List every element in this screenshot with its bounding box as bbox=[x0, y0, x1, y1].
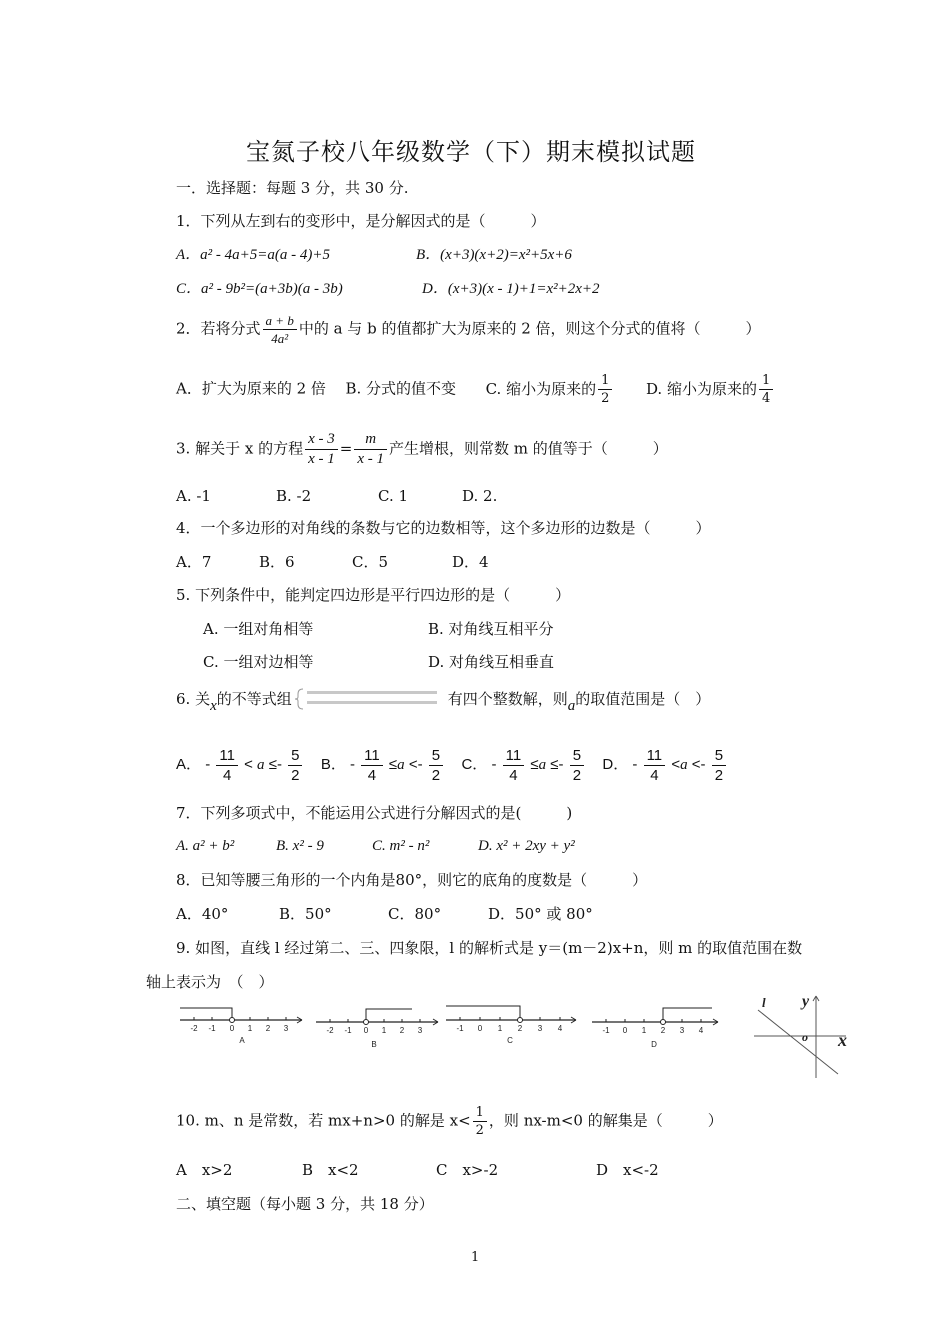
q8-option-c: C．80° bbox=[388, 905, 442, 923]
less-equal-sign: ≤ bbox=[550, 756, 559, 774]
tick-a-1: -1 bbox=[208, 1024, 216, 1033]
tick-a-3: 1 bbox=[247, 1024, 253, 1033]
number-line-d bbox=[590, 1004, 722, 1050]
tick-b-3: 1 bbox=[381, 1026, 387, 1035]
fraction-num: 11 bbox=[503, 746, 525, 766]
tick-d-1: 0 bbox=[622, 1026, 628, 1035]
tick-d-2: 1 bbox=[641, 1026, 647, 1035]
q9-stem-continued: 轴上表示为 （ ） bbox=[146, 973, 274, 991]
q10-option-c: C x>-2 bbox=[436, 1161, 499, 1179]
q5-option-b: B. 对角线互相平分 bbox=[428, 620, 554, 638]
fraction-11-4 bbox=[503, 746, 525, 785]
q1-option-b: B．(x+3)(x+2)=x²+5x+6 bbox=[416, 247, 572, 263]
tick-d-3: 2 bbox=[660, 1026, 666, 1035]
q10-stem bbox=[176, 1104, 723, 1139]
q1-option-a: A．a² - 4a+5=a(a - 4)+5 bbox=[176, 247, 331, 263]
q2-option-c-den: 2 bbox=[601, 391, 610, 406]
q1-stem: 1．下列从左到右的变形中，是分解因式的是（ ） bbox=[176, 212, 546, 230]
q8-option-b: B．50° bbox=[279, 905, 332, 923]
q3-stem bbox=[176, 430, 668, 469]
q2-option-d-text: D. 缩小为原来的 bbox=[645, 379, 757, 398]
q2-option-d-num: 1 bbox=[759, 372, 773, 390]
var-a: a bbox=[680, 757, 688, 774]
q4-option-a: A．7 bbox=[176, 553, 212, 571]
q6-option-c bbox=[461, 747, 590, 784]
q10-stem-post: ，则 nx-m<0 的解集是（ ） bbox=[488, 1111, 723, 1130]
q2-fraction-num: a + b bbox=[263, 312, 297, 330]
tick-c-0: -1 bbox=[456, 1024, 464, 1033]
q6-options bbox=[176, 746, 728, 785]
q10-fraction bbox=[473, 1104, 487, 1139]
minus-sign: - bbox=[205, 756, 211, 774]
tick-b-1: -1 bbox=[344, 1026, 352, 1035]
less-equal-sign: ≤ bbox=[530, 756, 539, 774]
fraction-den: 2 bbox=[431, 767, 441, 784]
fraction-11-4 bbox=[216, 746, 238, 785]
q8-stem: 8．已知等腰三角形的一个内角是80°，则它的底角的度数是（ ） bbox=[176, 871, 648, 889]
fraction-den: 4 bbox=[509, 767, 518, 784]
q2-option-c-text: C. 缩小为原来的 bbox=[485, 379, 597, 398]
fraction-5-2 bbox=[429, 746, 443, 785]
tick-a-4: 2 bbox=[265, 1024, 271, 1033]
q1-option-c: C．a² - 9b²=(a+3b)(a - 3b) bbox=[176, 281, 343, 297]
number-line-b-label: B bbox=[371, 1040, 377, 1049]
q3-fraction-right-den: x - 1 bbox=[357, 451, 384, 467]
page-title: 宝氮子校八年级数学（下）期末模拟试题 bbox=[246, 138, 696, 166]
fraction-num: 11 bbox=[361, 746, 383, 766]
line-l-graph bbox=[752, 990, 852, 1082]
minus-sign: - bbox=[417, 756, 423, 774]
q2-option-c-fraction bbox=[598, 372, 612, 407]
tick-a-5: 3 bbox=[283, 1024, 289, 1033]
fraction-den: 4 bbox=[367, 767, 377, 784]
q6-option-d-label: D． bbox=[602, 756, 629, 774]
number-line-a-label: A bbox=[239, 1036, 245, 1045]
q2-fraction bbox=[263, 312, 297, 347]
q3-option-b: B. -2 bbox=[276, 487, 312, 505]
graph-label-o: o bbox=[802, 1030, 808, 1044]
section-1-heading: 一．选择题：每题 3 分，共 30 分. bbox=[176, 179, 409, 197]
q6-option-a bbox=[176, 747, 309, 784]
fraction-den: 2 bbox=[291, 767, 300, 784]
q6-stem-post: 有四个整数解，则 bbox=[447, 690, 568, 708]
q3-equals: = bbox=[339, 439, 353, 458]
q6-var-x: x bbox=[210, 698, 217, 714]
graph-label-x: x bbox=[838, 1030, 847, 1050]
var-a: a bbox=[397, 757, 405, 774]
tick-b-0: -2 bbox=[326, 1026, 334, 1035]
q1-option-d: D．(x+3)(x - 1)+1=x²+2x+2 bbox=[422, 281, 600, 297]
tick-d-5: 4 bbox=[698, 1026, 704, 1035]
q2-stem-post: 中的 a 与 b 的值都扩大为原来的 2 倍，则这个分式的值将（ ） bbox=[298, 319, 761, 338]
q10-option-a: A x>2 bbox=[176, 1161, 233, 1179]
q4-option-b: B．6 bbox=[259, 553, 295, 571]
var-a: a bbox=[257, 757, 265, 774]
q3-fraction-left bbox=[305, 430, 338, 469]
q3-fraction-right bbox=[354, 430, 387, 469]
tick-a-2: 0 bbox=[229, 1024, 235, 1033]
q9-stem: 9. 如图，直线 l 经过第二、三、四象限，l 的解析式是 y＝(m－2)x+n，则 m 的取值范围在数 bbox=[176, 939, 803, 957]
tick-c-2: 1 bbox=[497, 1024, 503, 1033]
less-than-sign: < bbox=[671, 756, 681, 774]
graph-label-l: l bbox=[762, 995, 766, 1010]
q6-option-c-label: C． bbox=[461, 756, 488, 774]
q6-stem-pre: 6. 关 bbox=[176, 690, 211, 708]
q6-stem-mid: 的不等式组 bbox=[216, 690, 292, 708]
q10-stem-pre: 10. m、n 是常数，若 mx+n>0 的解是 x< bbox=[176, 1111, 471, 1130]
less-than-sign: < bbox=[408, 756, 418, 774]
fraction-num: 11 bbox=[216, 746, 238, 766]
q4-option-d: D．4 bbox=[452, 553, 489, 571]
q3-option-d: D. 2. bbox=[462, 487, 498, 505]
fraction-11-4 bbox=[644, 746, 666, 785]
minus-sign: - bbox=[700, 756, 706, 774]
number-line-a bbox=[178, 1004, 306, 1048]
q5-option-d: D. 对角线互相垂直 bbox=[428, 653, 555, 671]
fraction-den: 2 bbox=[714, 767, 724, 784]
less-than-sign: < bbox=[244, 756, 253, 774]
page-number: 1 bbox=[471, 1250, 480, 1265]
q8-option-d: D．50° 或 80° bbox=[488, 905, 593, 923]
q2-stem-pre: 2．若将分式 bbox=[176, 319, 261, 338]
tick-a-0: -2 bbox=[190, 1024, 198, 1033]
less-equal-sign: ≤ bbox=[268, 756, 277, 774]
q3-fraction-right-num: m bbox=[354, 430, 387, 450]
fraction-5-2 bbox=[570, 746, 584, 785]
q5-option-a: A. 一组对角相等 bbox=[203, 620, 314, 638]
less-equal-sign: ≤ bbox=[388, 756, 398, 774]
tick-b-5: 3 bbox=[417, 1026, 423, 1035]
fraction-5-2 bbox=[288, 746, 302, 785]
q3-option-a: A. -1 bbox=[176, 487, 211, 505]
minus-sign: - bbox=[491, 756, 497, 774]
q5-stem: 5. 下列条件中，能判定四边形是平行四边形的是（ ） bbox=[176, 586, 571, 604]
q2-option-c bbox=[485, 373, 615, 406]
q2-option-a: A．扩大为原来的 2 倍 bbox=[176, 379, 326, 398]
fraction-den: 4 bbox=[650, 767, 659, 784]
fraction-num: 11 bbox=[644, 746, 666, 766]
q4-option-c: C．5 bbox=[352, 553, 389, 571]
tick-c-5: 4 bbox=[557, 1024, 563, 1033]
q2-option-d bbox=[645, 373, 775, 406]
number-line-c bbox=[444, 1002, 580, 1048]
q7-option-c: C. m² - n² bbox=[372, 838, 430, 854]
number-line-b bbox=[314, 1006, 442, 1050]
q6-option-a-label: A． bbox=[176, 756, 202, 774]
q2-option-b: B. 分式的值不变 bbox=[345, 379, 457, 398]
q10-option-d: D x<-2 bbox=[596, 1161, 659, 1179]
minus-sign: - bbox=[350, 756, 355, 774]
q2-options bbox=[176, 372, 775, 407]
q7-option-a: A. a² + b² bbox=[176, 838, 235, 854]
section-2-heading: 二、填空题（每小题 3 分，共 18 分） bbox=[176, 1195, 434, 1213]
fraction-den: 4 bbox=[222, 767, 232, 784]
inequality-system-graphic bbox=[295, 686, 445, 712]
minus-sign: - bbox=[558, 756, 564, 774]
q7-option-d: D. x² + 2xy + y² bbox=[478, 838, 575, 854]
q10-option-b: B x<2 bbox=[302, 1161, 359, 1179]
var-a: a bbox=[538, 757, 547, 774]
q3-fraction-left-den: x - 1 bbox=[308, 451, 335, 467]
fraction-num: 5 bbox=[570, 746, 584, 766]
q6-option-b bbox=[320, 747, 449, 784]
q5-option-c: C. 一组对边相等 bbox=[203, 653, 314, 671]
number-line-c-label: C bbox=[507, 1036, 513, 1045]
fraction-5-2 bbox=[712, 746, 726, 785]
q8-option-a: A．40° bbox=[176, 905, 229, 923]
tick-d-0: -1 bbox=[602, 1026, 610, 1035]
q2-stem bbox=[176, 312, 761, 347]
fraction-num: 5 bbox=[288, 746, 302, 766]
q6-option-d bbox=[602, 747, 728, 784]
graph-label-y: y bbox=[802, 993, 810, 1010]
q3-stem-post: 产生增根，则常数 m 的值等于（ ） bbox=[388, 439, 668, 458]
number-line-d-label: D bbox=[651, 1040, 657, 1049]
q7-stem: 7．下列多项式中，不能运用公式进行分解因式的是( ) bbox=[176, 804, 573, 822]
q2-option-d-den: 4 bbox=[761, 391, 771, 406]
q10-fraction-den: 2 bbox=[475, 1123, 484, 1138]
q2-fraction-den: 4a² bbox=[271, 331, 289, 346]
fraction-num: 5 bbox=[429, 746, 443, 766]
inequality-system-image bbox=[295, 686, 445, 714]
fraction-11-4 bbox=[361, 746, 383, 785]
q3-fraction-left-num: x - 3 bbox=[305, 430, 338, 450]
q6-var-a: a bbox=[567, 698, 576, 714]
minus-sign: - bbox=[276, 756, 282, 774]
less-than-sign: < bbox=[691, 756, 701, 774]
tick-c-1: 0 bbox=[477, 1024, 483, 1033]
q6-stem bbox=[176, 686, 710, 714]
q2-option-c-num: 1 bbox=[598, 372, 612, 390]
tick-b-2: 0 bbox=[363, 1026, 369, 1035]
q4-stem: 4．一个多边形的对角线的条数与它的边数相等，这个多边形的边数是（ ） bbox=[176, 519, 711, 537]
q7-option-b: B. x² - 9 bbox=[276, 838, 324, 854]
q6-stem-end: 的取值范围是（ ） bbox=[575, 690, 711, 708]
fraction-num: 5 bbox=[712, 746, 726, 766]
tick-c-3: 2 bbox=[517, 1024, 523, 1033]
q6-option-b-label: B． bbox=[320, 756, 346, 774]
tick-d-4: 3 bbox=[679, 1026, 685, 1035]
q3-stem-pre: 3. 解关于 x 的方程 bbox=[176, 439, 304, 458]
q2-option-d-fraction bbox=[759, 372, 773, 407]
q10-fraction-num: 1 bbox=[473, 1104, 487, 1122]
minus-sign: - bbox=[632, 756, 638, 774]
fraction-den: 2 bbox=[572, 767, 582, 784]
tick-c-4: 3 bbox=[537, 1024, 543, 1033]
q3-option-c: C. 1 bbox=[378, 487, 409, 505]
tick-b-4: 2 bbox=[399, 1026, 405, 1035]
